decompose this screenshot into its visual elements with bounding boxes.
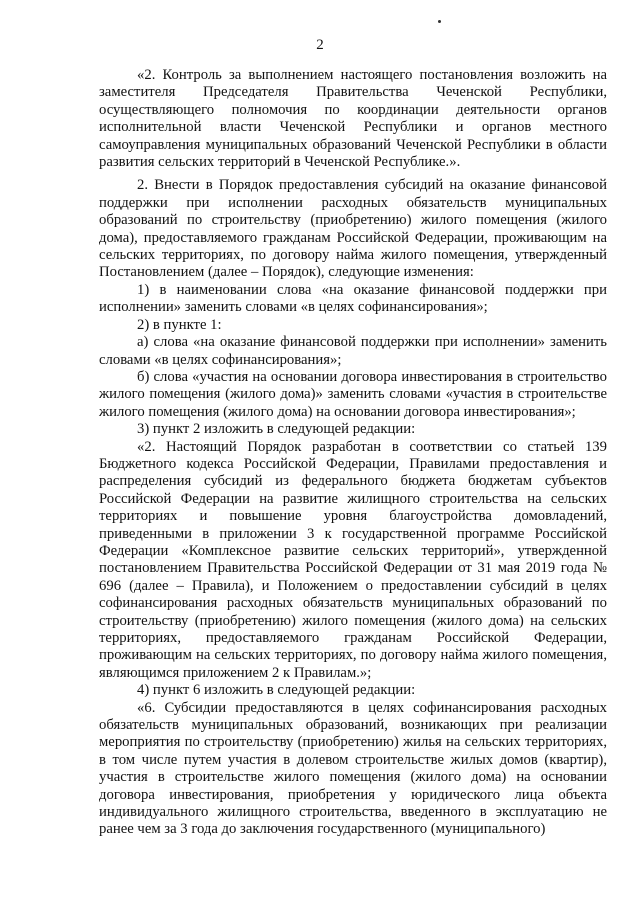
page-number: 2 xyxy=(316,37,324,53)
paragraph-item-2: 2) в пункте 1: xyxy=(137,316,222,333)
paragraph-new-clause-6: «6. Субсидии предоставляются в целях софинансирования расходных обязательств муниципальных образований, возникающих при реализации мероприятия по строительству (приобретению) жилья на сельских территориях, в том числе путем участия в долевом строительстве жилых домов (квартир), участия в строительстве жилого помещения (жилого дома) на основании договора инвестирования, приобретения у юридического лица объекта индивидуального жилищного строительства, введенного в эксплуатацию не ранее чем за 3 года до заключения государственного (муниципального) xyxy=(99,699,607,838)
scan-dot-mark xyxy=(438,20,441,23)
paragraph-item-2a: а) слова «на оказание финансовой поддержки при исполнении» заменить словами «в целях софинансирования»; xyxy=(99,334,607,368)
paragraph-item-1: 1) в наименовании слова «на оказание финансовой поддержки при исполнении» заменить словами «в целях софинансирования»; xyxy=(99,281,607,316)
paragraph-item-2b: б) слова «участия на основании договора инвестирования в строительство жилого помещения (жилого дома)» заменить словами «участия в строительстве жилого помещения (жилого дома) на основании договора инвестирования»; xyxy=(99,368,607,420)
paragraph-control-clause: «2. Контроль за выполнением настоящего постановления возложить на заместителя Председателя Правительства Чеченской Республики, осуществляющего полномочия по координации деятельности органов исполнительной власти Чеченской Республики и органов местного самоуправления муниципальных образований Чеченской Республики в области развития сельских территорий в Чеченской Республике.». xyxy=(99,67,607,171)
paragraph-item-3: 3) пункт 2 изложить в следующей редакции: xyxy=(137,421,416,438)
paragraph-amend-procedure: 2. Внести в Порядок предоставления субсидий на оказание финансовой поддержки при исполнении расходных обязательств муниципальных образований по строительству (приобретению) жилого помещения (жилого дома), предоставляемого гражданам Российской Федерации, проживающим на сельских территориях, по договору найма жилого помещения, утвержденный Постановлением (далее – Порядок), следующие изменения: xyxy=(99,177,607,281)
document-body xyxy=(99,67,607,839)
paragraph-item-4: 4) пункт 6 изложить в следующей редакции: xyxy=(137,682,416,699)
paragraph-new-clause-2: «2. Настоящий Порядок разработан в соответствии со статьей 139 Бюджетного кодекса Российской Федерации, Правилами предоставления и распределения субсидий из федерального бюджета бюджетам субъектов Российской Федерации на развитие жилищного строительства на сельских территориях и повышение уровня благоустройства домовладений, приведенными в приложении 3 к государственной программе Российской Федерации «Комплексное развитие сельских территорий», утвержденной постановлением Правительства Российской Федерации от 31 мая 2019 года № 696 (далее – Правила), и Положением о предоставлении субсидий в целях софинансирования расходных обязательств муниципальных образований по строительству (приобретению) жилого помещения (жилого дома) на сельских территориях, предоставляемого гражданам Российской Федерации, проживающим на сельских территориях, по договору найма жилого помещения, являющимся приложением 2 к Правилам.»; xyxy=(99,438,607,681)
